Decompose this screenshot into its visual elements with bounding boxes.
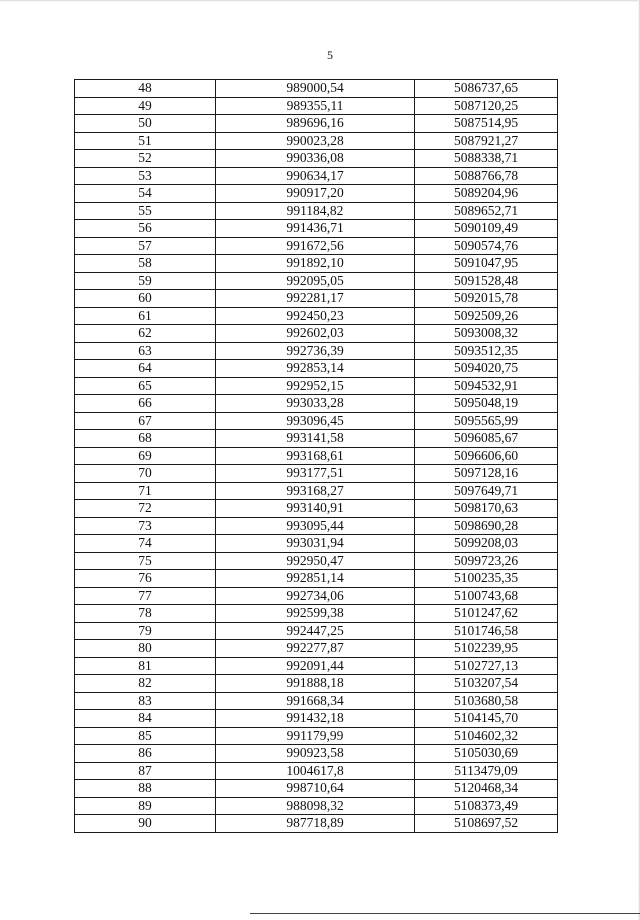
point-number-cell: 66 — [75, 395, 216, 413]
point-number-cell: 85 — [75, 727, 216, 745]
y-coordinate-cell: 5099723,26 — [415, 552, 558, 570]
point-number-cell: 58 — [75, 255, 216, 273]
table-row — [75, 605, 558, 623]
point-number-cell: 71 — [75, 482, 216, 500]
table-row — [75, 202, 558, 220]
table-row — [75, 325, 558, 343]
table-row — [75, 220, 558, 238]
point-number-cell: 67 — [75, 412, 216, 430]
table-row — [75, 255, 558, 273]
table-row — [75, 412, 558, 430]
y-coordinate-cell: 5091528,48 — [415, 272, 558, 290]
y-coordinate-cell: 5096606,60 — [415, 447, 558, 465]
table-row — [75, 780, 558, 798]
point-number-cell: 82 — [75, 675, 216, 693]
table-row — [75, 465, 558, 483]
page-number: 5 — [327, 48, 333, 62]
x-coordinate-cell: 992952,15 — [216, 377, 415, 395]
x-coordinate-cell: 992281,17 — [216, 290, 415, 308]
table-row — [75, 290, 558, 308]
point-number-cell: 74 — [75, 535, 216, 553]
y-coordinate-cell: 5100743,68 — [415, 587, 558, 605]
x-coordinate-cell: 993141,58 — [216, 430, 415, 448]
y-coordinate-cell: 5098690,28 — [415, 517, 558, 535]
x-coordinate-cell: 993095,44 — [216, 517, 415, 535]
point-number-cell: 54 — [75, 185, 216, 203]
y-coordinate-cell: 5089204,96 — [415, 185, 558, 203]
point-number-cell: 89 — [75, 797, 216, 815]
y-coordinate-cell: 5101247,62 — [415, 605, 558, 623]
x-coordinate-cell: 991888,18 — [216, 675, 415, 693]
table-row — [75, 447, 558, 465]
y-coordinate-cell: 5088338,71 — [415, 150, 558, 168]
point-number-cell: 60 — [75, 290, 216, 308]
point-number-cell: 90 — [75, 815, 216, 833]
point-number-cell: 65 — [75, 377, 216, 395]
point-number-cell: 50 — [75, 115, 216, 133]
x-coordinate-cell: 998710,64 — [216, 780, 415, 798]
point-number-cell: 70 — [75, 465, 216, 483]
y-coordinate-cell: 5086737,65 — [415, 80, 558, 98]
coordinates-table — [74, 79, 558, 833]
point-number-cell: 73 — [75, 517, 216, 535]
y-coordinate-cell: 5113479,09 — [415, 762, 558, 780]
x-coordinate-cell: 991184,82 — [216, 202, 415, 220]
point-number-cell: 63 — [75, 342, 216, 360]
x-coordinate-cell: 992736,39 — [216, 342, 415, 360]
table-row — [75, 500, 558, 518]
y-coordinate-cell: 5102239,95 — [415, 640, 558, 658]
table-row — [75, 640, 558, 658]
y-coordinate-cell: 5103680,58 — [415, 692, 558, 710]
x-coordinate-cell: 993140,91 — [216, 500, 415, 518]
x-coordinate-cell: 992853,14 — [216, 360, 415, 378]
bottom-scan-line — [250, 913, 640, 914]
table-row — [75, 762, 558, 780]
y-coordinate-cell: 5108697,52 — [415, 815, 558, 833]
point-number-cell: 53 — [75, 167, 216, 185]
x-coordinate-cell: 1004617,8 — [216, 762, 415, 780]
table-row — [75, 727, 558, 745]
x-coordinate-cell: 992450,23 — [216, 307, 415, 325]
point-number-cell: 69 — [75, 447, 216, 465]
y-coordinate-cell: 5098170,63 — [415, 500, 558, 518]
y-coordinate-cell: 5092509,26 — [415, 307, 558, 325]
x-coordinate-cell: 993177,51 — [216, 465, 415, 483]
x-coordinate-cell: 992950,47 — [216, 552, 415, 570]
table-row — [75, 692, 558, 710]
table-row — [75, 482, 558, 500]
point-number-cell: 86 — [75, 745, 216, 763]
table-row — [75, 797, 558, 815]
table-row — [75, 377, 558, 395]
x-coordinate-cell: 991672,56 — [216, 237, 415, 255]
point-number-cell: 75 — [75, 552, 216, 570]
table-row — [75, 517, 558, 535]
table-row — [75, 535, 558, 553]
table-row — [75, 307, 558, 325]
x-coordinate-cell: 987718,89 — [216, 815, 415, 833]
y-coordinate-cell: 5093512,35 — [415, 342, 558, 360]
y-coordinate-cell: 5094532,91 — [415, 377, 558, 395]
table-row — [75, 570, 558, 588]
x-coordinate-cell: 991179,99 — [216, 727, 415, 745]
point-number-cell: 61 — [75, 307, 216, 325]
table-row — [75, 622, 558, 640]
y-coordinate-cell: 5101746,58 — [415, 622, 558, 640]
y-coordinate-cell: 5096085,67 — [415, 430, 558, 448]
y-coordinate-cell: 5104602,32 — [415, 727, 558, 745]
x-coordinate-cell: 993168,61 — [216, 447, 415, 465]
table-row — [75, 167, 558, 185]
point-number-cell: 78 — [75, 605, 216, 623]
point-number-cell: 81 — [75, 657, 216, 675]
x-coordinate-cell: 993168,27 — [216, 482, 415, 500]
x-coordinate-cell: 990917,20 — [216, 185, 415, 203]
point-number-cell: 51 — [75, 132, 216, 150]
table-row — [75, 675, 558, 693]
y-coordinate-cell: 5091047,95 — [415, 255, 558, 273]
point-number-cell: 55 — [75, 202, 216, 220]
y-coordinate-cell: 5104145,70 — [415, 710, 558, 728]
y-coordinate-cell: 5120468,34 — [415, 780, 558, 798]
y-coordinate-cell: 5093008,32 — [415, 325, 558, 343]
x-coordinate-cell: 991892,10 — [216, 255, 415, 273]
x-coordinate-cell: 988098,32 — [216, 797, 415, 815]
y-coordinate-cell: 5100235,35 — [415, 570, 558, 588]
page-edge-top — [0, 0, 640, 2]
point-number-cell: 68 — [75, 430, 216, 448]
x-coordinate-cell: 990336,08 — [216, 150, 415, 168]
table-row — [75, 185, 558, 203]
y-coordinate-cell: 5090574,76 — [415, 237, 558, 255]
x-coordinate-cell: 991432,18 — [216, 710, 415, 728]
point-number-cell: 88 — [75, 780, 216, 798]
y-coordinate-cell: 5097128,16 — [415, 465, 558, 483]
y-coordinate-cell: 5088766,78 — [415, 167, 558, 185]
x-coordinate-cell: 993096,45 — [216, 412, 415, 430]
point-number-cell: 72 — [75, 500, 216, 518]
y-coordinate-cell: 5087921,27 — [415, 132, 558, 150]
point-number-cell: 84 — [75, 710, 216, 728]
x-coordinate-cell: 992602,03 — [216, 325, 415, 343]
point-number-cell: 52 — [75, 150, 216, 168]
table-row — [75, 272, 558, 290]
point-number-cell: 79 — [75, 622, 216, 640]
y-coordinate-cell: 5087514,95 — [415, 115, 558, 133]
table-row — [75, 115, 558, 133]
y-coordinate-cell: 5087120,25 — [415, 97, 558, 115]
table-row — [75, 552, 558, 570]
table-row — [75, 710, 558, 728]
x-coordinate-cell: 993031,94 — [216, 535, 415, 553]
point-number-cell: 57 — [75, 237, 216, 255]
x-coordinate-cell: 990634,17 — [216, 167, 415, 185]
point-number-cell: 62 — [75, 325, 216, 343]
x-coordinate-cell: 991436,71 — [216, 220, 415, 238]
y-coordinate-cell: 5105030,69 — [415, 745, 558, 763]
y-coordinate-cell: 5108373,49 — [415, 797, 558, 815]
coordinates-table-body — [75, 80, 558, 833]
table-row — [75, 395, 558, 413]
x-coordinate-cell: 990023,28 — [216, 132, 415, 150]
x-coordinate-cell: 989355,11 — [216, 97, 415, 115]
table-row — [75, 342, 558, 360]
y-coordinate-cell: 5095565,99 — [415, 412, 558, 430]
y-coordinate-cell: 5099208,03 — [415, 535, 558, 553]
y-coordinate-cell: 5097649,71 — [415, 482, 558, 500]
table-row — [75, 132, 558, 150]
x-coordinate-cell: 989000,54 — [216, 80, 415, 98]
y-coordinate-cell: 5092015,78 — [415, 290, 558, 308]
x-coordinate-cell: 992447,25 — [216, 622, 415, 640]
table-row — [75, 360, 558, 378]
table-row — [75, 80, 558, 98]
point-number-cell: 48 — [75, 80, 216, 98]
x-coordinate-cell: 993033,28 — [216, 395, 415, 413]
point-number-cell: 59 — [75, 272, 216, 290]
point-number-cell: 83 — [75, 692, 216, 710]
table-row — [75, 237, 558, 255]
x-coordinate-cell: 992091,44 — [216, 657, 415, 675]
table-row — [75, 97, 558, 115]
y-coordinate-cell: 5102727,13 — [415, 657, 558, 675]
x-coordinate-cell: 989696,16 — [216, 115, 415, 133]
point-number-cell: 56 — [75, 220, 216, 238]
point-number-cell: 77 — [75, 587, 216, 605]
x-coordinate-cell: 992599,38 — [216, 605, 415, 623]
point-number-cell: 49 — [75, 97, 216, 115]
x-coordinate-cell: 992734,06 — [216, 587, 415, 605]
y-coordinate-cell: 5095048,19 — [415, 395, 558, 413]
y-coordinate-cell: 5089652,71 — [415, 202, 558, 220]
x-coordinate-cell: 992851,14 — [216, 570, 415, 588]
table-row — [75, 150, 558, 168]
y-coordinate-cell: 5090109,49 — [415, 220, 558, 238]
table-row — [75, 587, 558, 605]
table-row — [75, 815, 558, 833]
table-row — [75, 430, 558, 448]
y-coordinate-cell: 5094020,75 — [415, 360, 558, 378]
y-coordinate-cell: 5103207,54 — [415, 675, 558, 693]
x-coordinate-cell: 991668,34 — [216, 692, 415, 710]
x-coordinate-cell: 992277,87 — [216, 640, 415, 658]
x-coordinate-cell: 992095,05 — [216, 272, 415, 290]
point-number-cell: 87 — [75, 762, 216, 780]
point-number-cell: 64 — [75, 360, 216, 378]
table-row — [75, 657, 558, 675]
point-number-cell: 76 — [75, 570, 216, 588]
point-number-cell: 80 — [75, 640, 216, 658]
x-coordinate-cell: 990923,58 — [216, 745, 415, 763]
table-row — [75, 745, 558, 763]
